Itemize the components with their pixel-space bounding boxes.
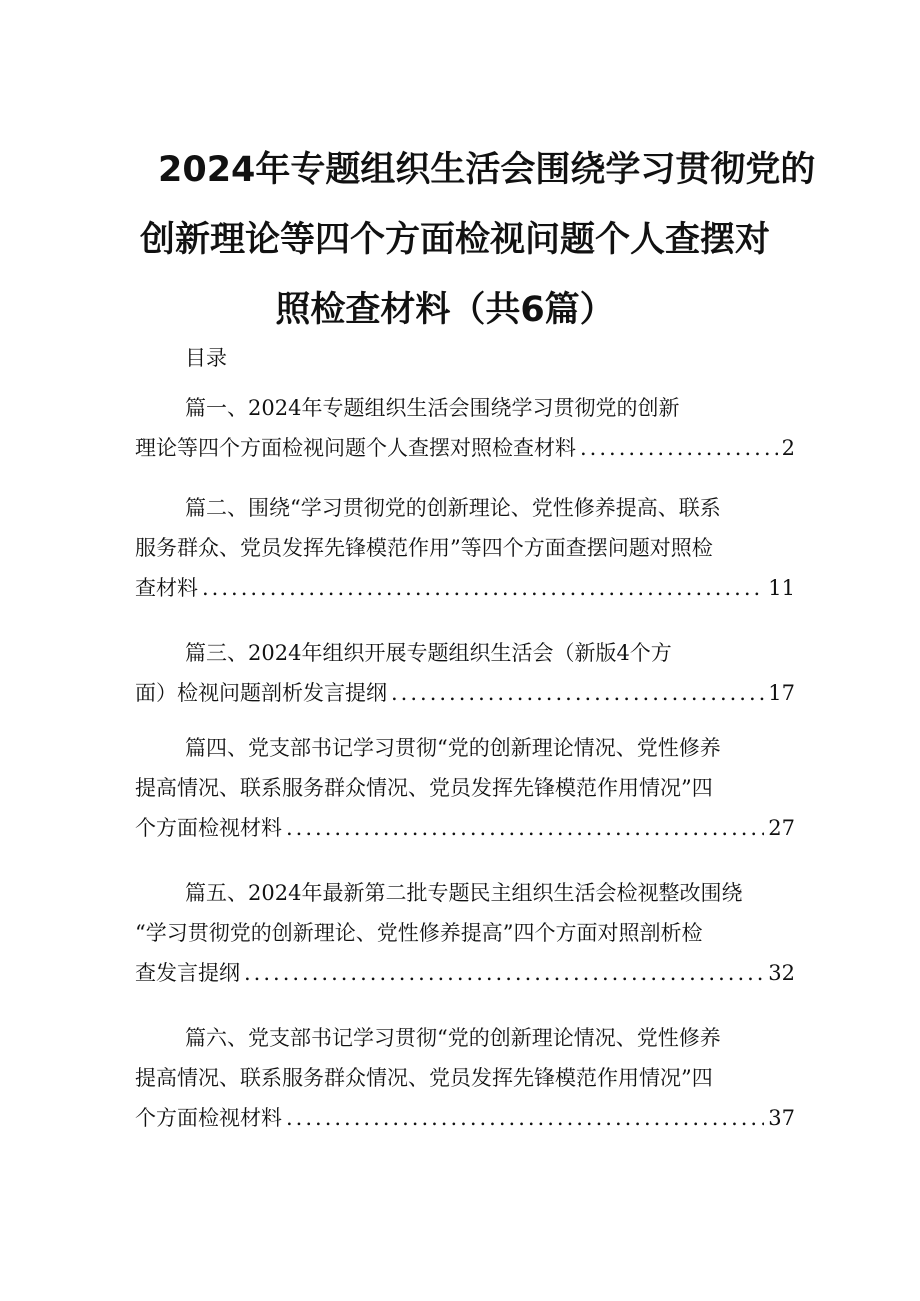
dot-leader: [580, 428, 778, 468]
toc-entry-last-line: [135, 673, 795, 713]
toc-entry-text: 篇三、2024年组织开展专题组织生活会（新版4个方: [185, 641, 672, 665]
toc-entry-text: 篇四、党支部书记学习贯彻“党的创新理论情况、党性修养: [185, 736, 721, 760]
toc-entry-6[interactable]: [135, 1018, 795, 1138]
toc-page-number: 11: [768, 576, 795, 600]
title-line-1: 2024年专题组织生活会围绕学习贯彻党的: [158, 150, 816, 190]
toc-entry-3[interactable]: [135, 633, 795, 713]
toc-entry-last-line: [135, 953, 795, 993]
dot-leader: [244, 953, 764, 993]
toc-page-number: 37: [768, 1106, 795, 1130]
dot-leader: [286, 808, 764, 848]
toc-entry-text: 服务群众、党员发挥先锋模范作用”等四个方面查摆问题对照检: [135, 536, 713, 560]
dot-leader: [202, 568, 764, 608]
title-line-2: 创新理论等四个方面检视问题个人查摆对: [140, 220, 771, 260]
toc-page-number: 17: [768, 681, 795, 705]
toc-page-number: 27: [768, 816, 795, 840]
document-title: [110, 135, 816, 345]
dot-leader: [391, 673, 764, 713]
toc-entry-2[interactable]: [135, 488, 795, 608]
toc-entry-last-line: [135, 428, 795, 468]
toc-heading: 目录: [185, 346, 227, 370]
toc-entry-text: 篇一、2024年专题组织生活会围绕学习贯彻党的创新: [185, 396, 680, 420]
toc-entry-text: 面）检视问题剖析发言提纲: [135, 681, 387, 705]
toc-entry-last-line: [135, 568, 795, 608]
toc-entry-last-line: [135, 1098, 795, 1138]
toc-entry-text: 理论等四个方面检视问题个人查摆对照检查材料: [135, 436, 576, 460]
dot-leader: [286, 1098, 764, 1138]
toc-entry-text: 查材料: [135, 576, 198, 600]
toc-entry-1[interactable]: [135, 388, 795, 468]
toc-page-number: 2: [781, 436, 795, 460]
toc-entry-last-line: [135, 808, 795, 848]
toc-entry-text: 篇六、党支部书记学习贯彻“党的创新理论情况、党性修养: [185, 1026, 721, 1050]
toc-entry-4[interactable]: [135, 728, 795, 848]
toc-entry-text: 篇五、2024年最新第二批专题民主组织生活会检视整改围绕: [185, 881, 743, 905]
toc-entry-text: 个方面检视材料: [135, 1106, 282, 1130]
toc-entry-text: 个方面检视材料: [135, 816, 282, 840]
title-line-3: 照检查材料（共6篇）: [275, 290, 615, 330]
toc-entry-text: “学习贯彻党的创新理论、党性修养提高”四个方面对照剖析检: [135, 921, 703, 945]
toc-page-number: 32: [768, 961, 795, 985]
toc-entry-5[interactable]: [135, 873, 795, 993]
toc-entry-text: 篇二、围绕“学习贯彻党的创新理论、党性修养提高、联系: [185, 496, 721, 520]
toc-entry-text: 提高情况、联系服务群众情况、党员发挥先锋模范作用情况”四: [135, 776, 713, 800]
toc-entry-text: 提高情况、联系服务群众情况、党员发挥先锋模范作用情况”四: [135, 1066, 713, 1090]
toc-entry-text: 查发言提纲: [135, 961, 240, 985]
